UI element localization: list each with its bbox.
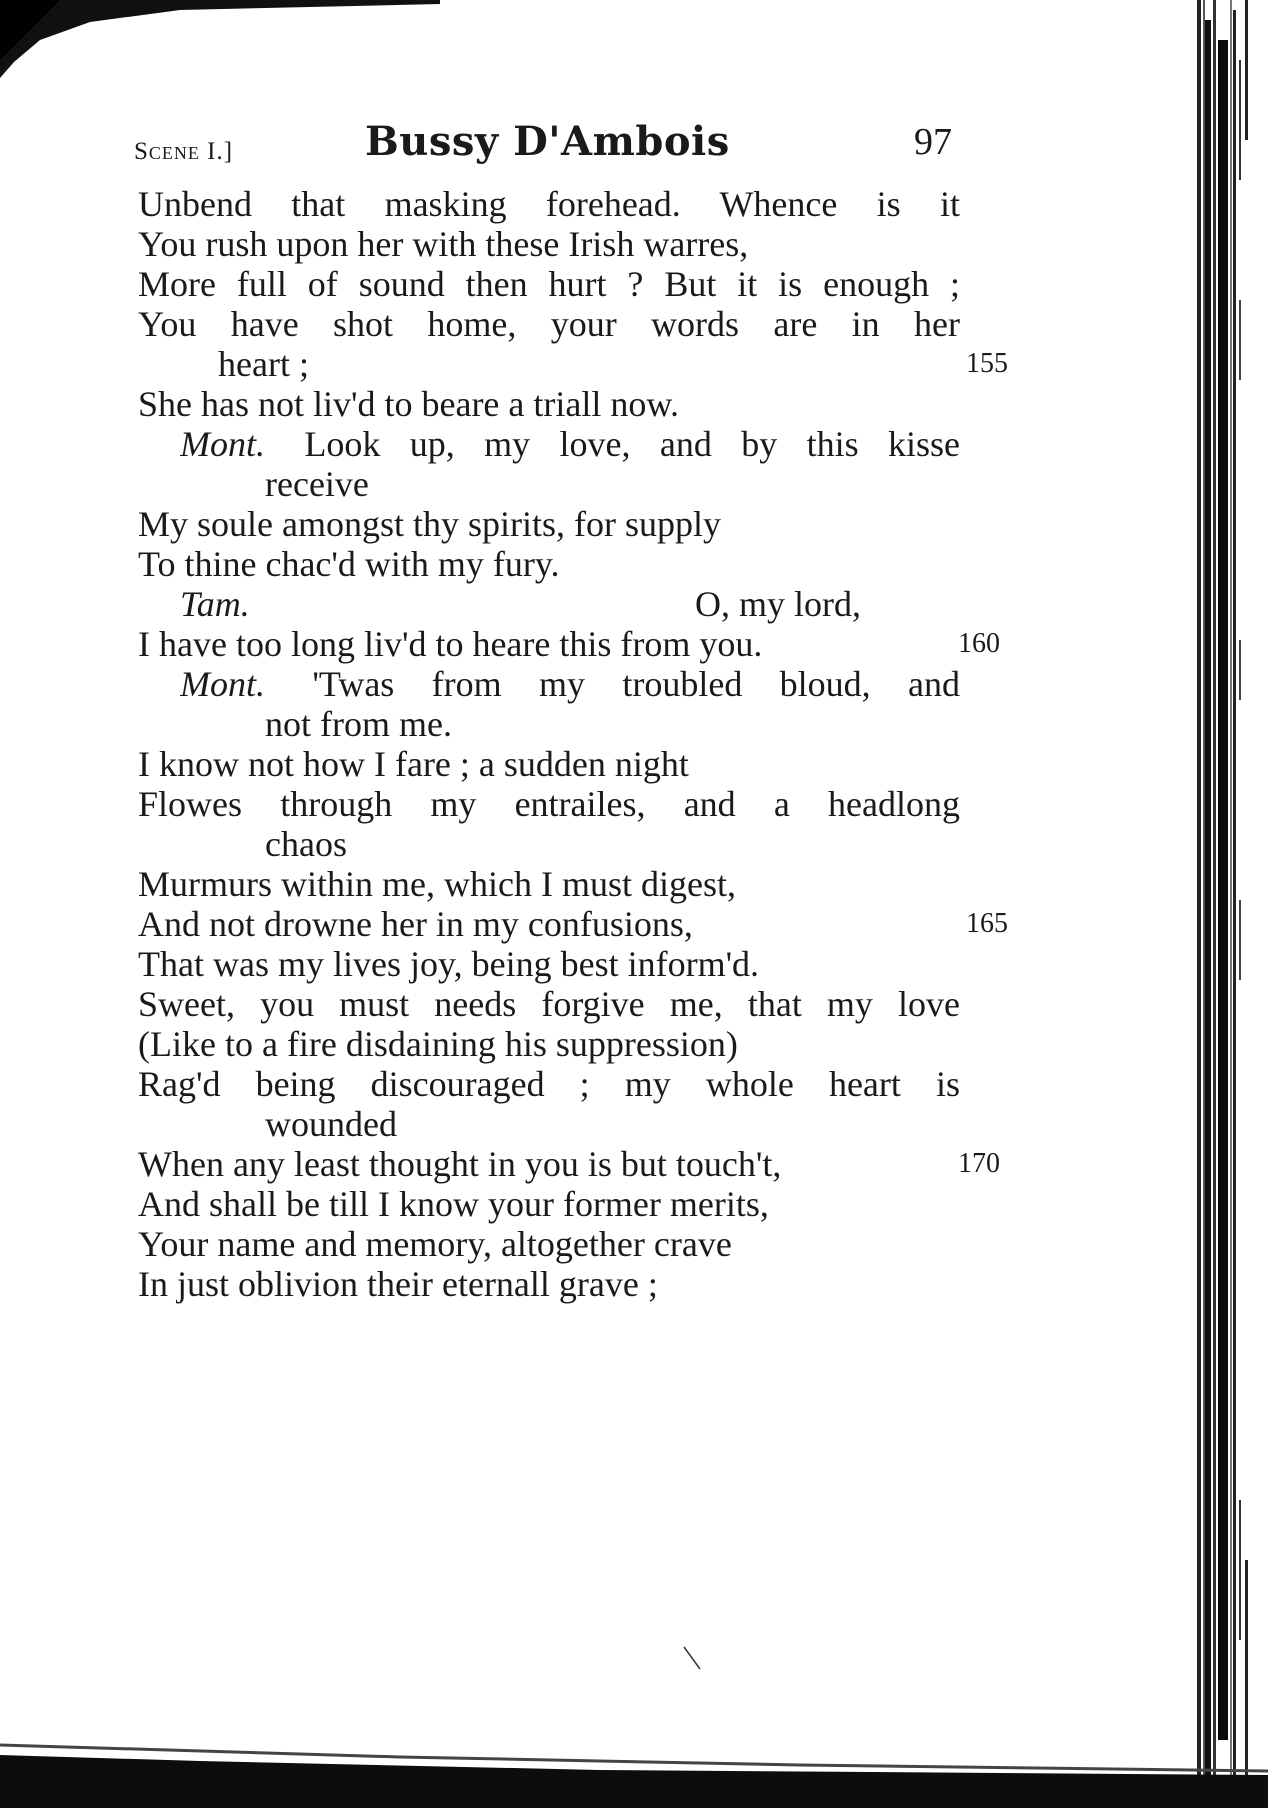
- line-number: 155: [966, 348, 1008, 379]
- verse-line: I have too long liv'd to heare this from you.: [138, 624, 763, 664]
- verse-line: To thine chac'd with my fury.: [138, 544, 560, 584]
- verse-line: Unbend that masking forehead. Whence is it: [138, 184, 960, 224]
- play-title: Bussy D'Ambois: [365, 118, 730, 165]
- line-number: 165: [966, 908, 1008, 939]
- speaker-name: Mont.: [180, 424, 265, 464]
- speech-line: Mont. 'Twas from my troubled bloud, and: [180, 664, 960, 704]
- verse-line-turnover: wounded: [265, 1104, 397, 1144]
- scene-reference: Scene I.]: [134, 138, 234, 165]
- verse-line: Rag'd being discouraged ; my whole heart is: [138, 1064, 960, 1104]
- verse-line: When any least thought in you is but touch't,: [138, 1144, 782, 1184]
- line-number: 170: [958, 1148, 1000, 1179]
- verse-line-turnover: chaos: [265, 824, 347, 864]
- verse-line: Murmurs within me, which I must digest,: [138, 864, 736, 904]
- verse-line: Flowes through my entrailes, and a headlong: [138, 784, 960, 824]
- verse-line: And not drowne her in my confusions,: [138, 904, 693, 944]
- verse-line: In just oblivion their eternall grave ;: [138, 1264, 658, 1304]
- verse-line: Sweet, you must needs forgive me, that my love: [138, 984, 960, 1024]
- verse-line: And shall be till I know your former merits,: [138, 1184, 769, 1224]
- page-number: 97: [914, 121, 952, 163]
- speech-line: Mont. Look up, my love, and by this kisse: [180, 424, 960, 464]
- verse-line: I know not how I fare ; a sudden night: [138, 744, 689, 784]
- speaker-name: Tam.: [180, 584, 250, 624]
- speaker-name: Mont.: [180, 664, 265, 704]
- verse-line: You rush upon her with these Irish warres,: [138, 224, 749, 264]
- verse-line-turnover: not from me.: [265, 704, 452, 744]
- verse-line: My soule amongst thy spirits, for supply: [138, 504, 721, 544]
- verse-line-turnover: receive: [265, 464, 369, 504]
- verse-line: O, my lord,: [695, 584, 861, 624]
- verse-line: You have shot home, your words are in her: [138, 304, 960, 344]
- verse-line: She has not liv'd to beare a triall now.: [138, 384, 680, 424]
- line-number: 160: [958, 628, 1000, 659]
- verse-line: That was my lives joy, being best inform'd.: [138, 944, 760, 984]
- verse-line: (Like to a fire disdaining his suppression): [138, 1024, 738, 1064]
- verse-line: Your name and memory, altogether crave: [138, 1224, 732, 1264]
- verse-line-turnover: heart ;: [218, 344, 309, 384]
- verse-line: More full of sound then hurt ? But it is enough ;: [138, 264, 960, 304]
